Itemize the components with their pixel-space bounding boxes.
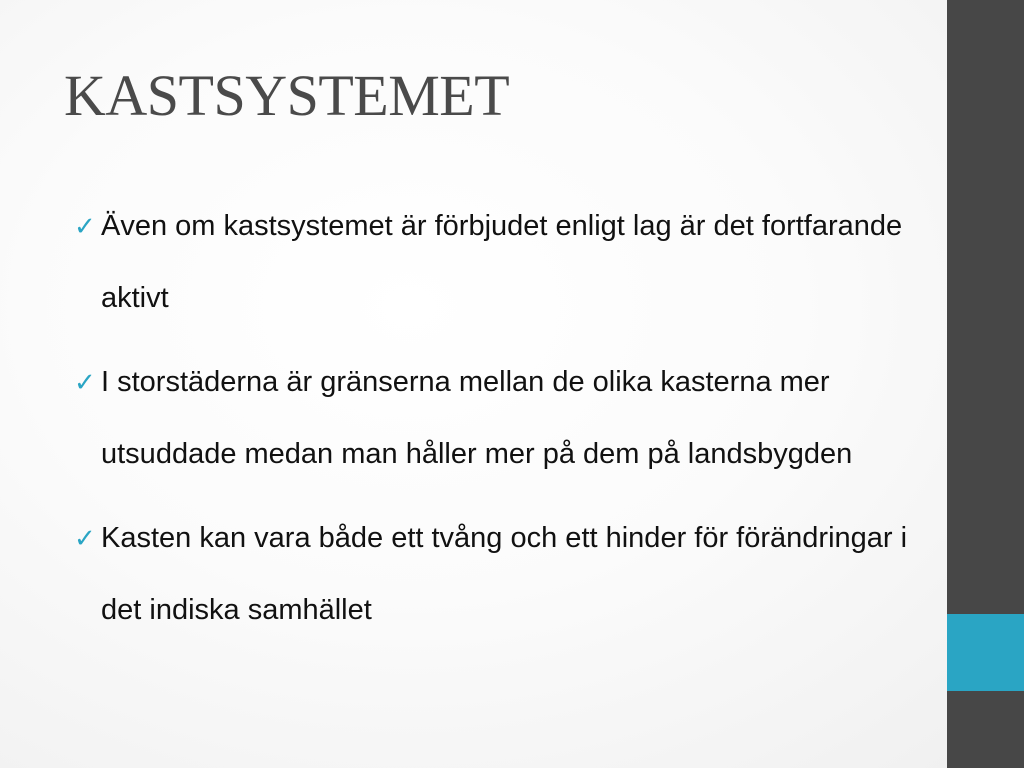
bullet-item — [74, 502, 934, 646]
side-accent-block — [947, 614, 1024, 691]
checkmark-icon: ✓ — [74, 523, 96, 553]
bullet-text: Kasten kan vara både ett tvång och ett hinder för förändringar i det indiska samhället — [101, 522, 908, 626]
slide-title: KASTSYSTEMET — [64, 63, 510, 128]
bullet-text: Även om kastsystemet är förbjudet enligt lag är det fortfarande aktivt — [101, 210, 903, 314]
bullet-text: I storstäderna är gränserna mellan de olika kasterna mer utsuddade medan man håller mer på dem på landsbygden — [101, 366, 853, 470]
bullet-item — [74, 346, 934, 490]
checkmark-icon: ✓ — [74, 211, 96, 241]
bullet-item — [74, 190, 934, 334]
bullet-list — [74, 190, 934, 658]
checkmark-icon: ✓ — [74, 367, 96, 397]
